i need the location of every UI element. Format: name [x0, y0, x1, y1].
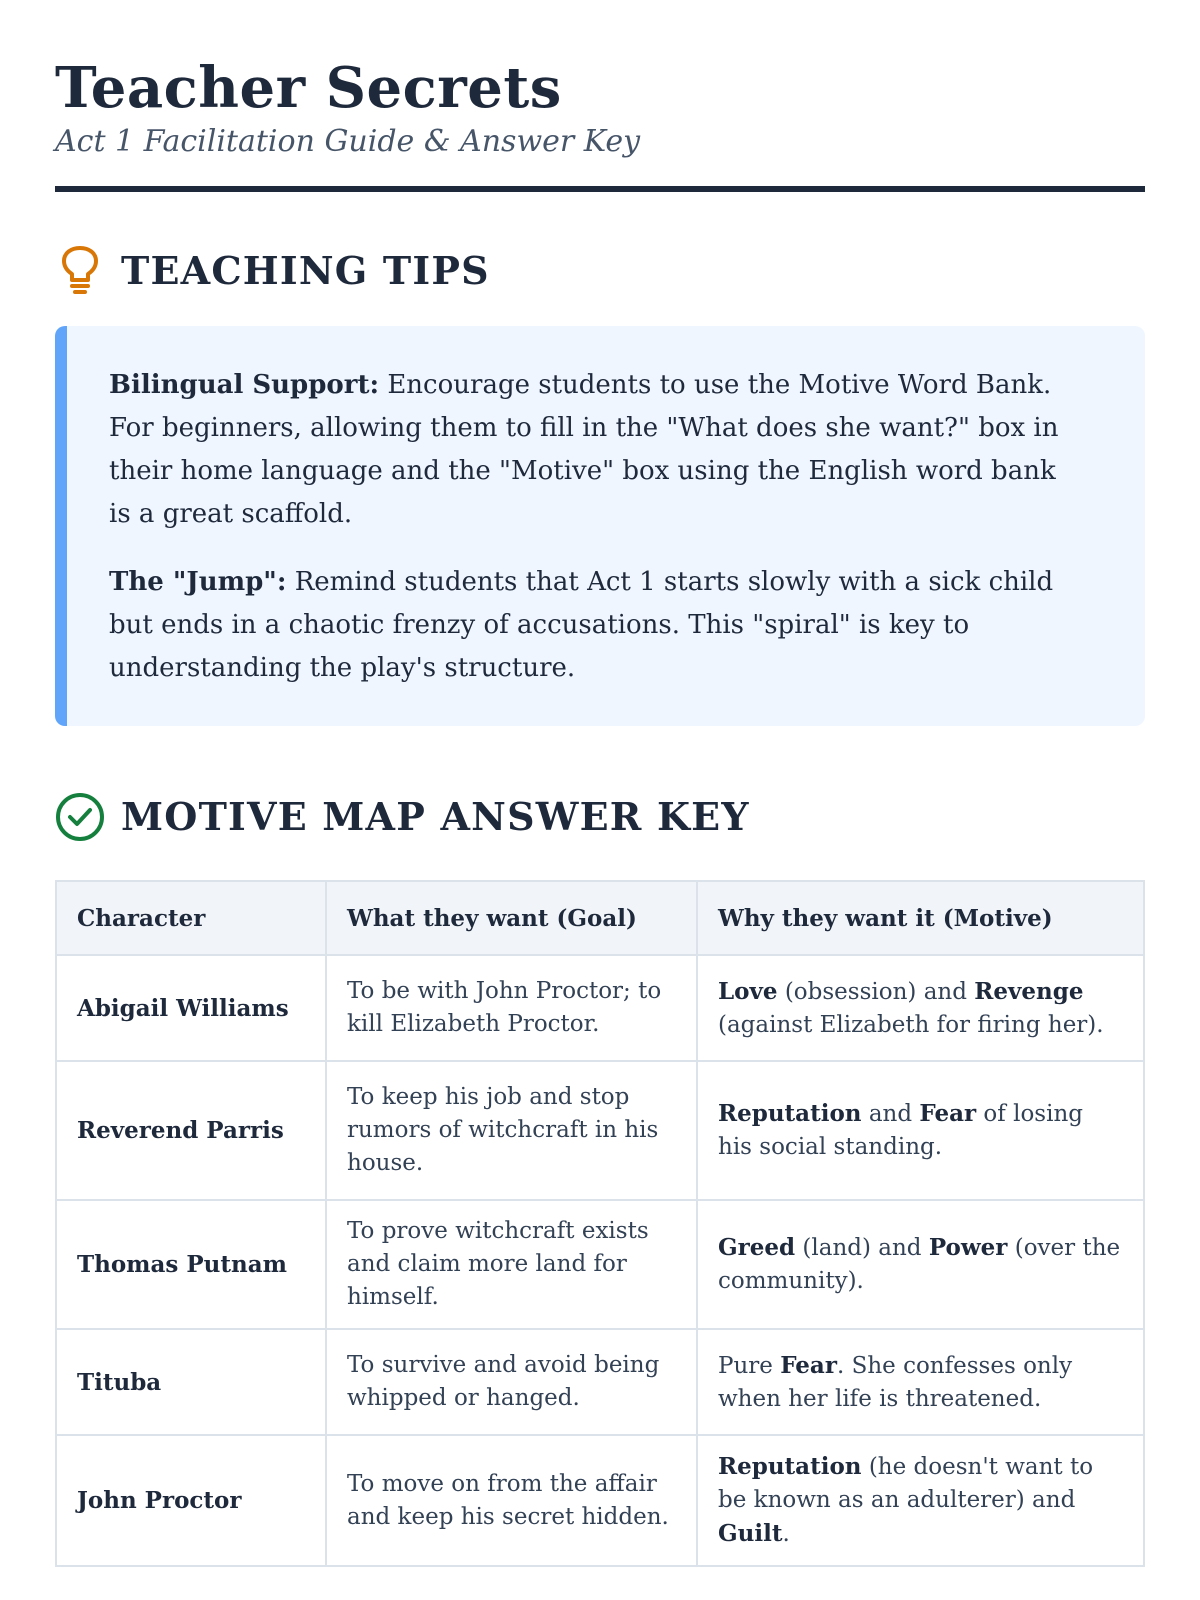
table-row: [56, 1200, 1144, 1329]
answer-key-title: MOTIVE MAP ANSWER KEY: [121, 794, 750, 839]
goal-cell: To prove witchcraft exists and claim more land for himself.: [326, 1200, 697, 1329]
motive-text: (over the community).: [718, 1235, 1121, 1294]
motive-map-table: [55, 880, 1145, 1567]
tip-label: Bilingual Support:: [109, 370, 380, 400]
motive-text: of losing his social standing.: [718, 1101, 1084, 1160]
motive-keyword: Greed: [718, 1234, 796, 1261]
motive-keyword: Reputation: [718, 1100, 862, 1127]
character-cell: Abigail Williams: [56, 955, 326, 1061]
character-cell: Tituba: [56, 1329, 326, 1435]
motive-text: and: [861, 1101, 920, 1127]
column-header-goal: What they want (Goal): [326, 881, 697, 955]
motive-keyword: Revenge: [974, 977, 1084, 1005]
motive-cell: [697, 1329, 1144, 1435]
tip-text: Encourage students to use the Motive Word Bank. For beginners, allowing them to fill in the "What does she want?" box in their home language and the "Motive" box using the English word bank is a great scaffold.: [109, 370, 1059, 529]
page-title: Teacher Secrets: [55, 55, 562, 121]
motive-cell: [697, 1061, 1144, 1200]
lightbulb-icon: [55, 246, 105, 296]
document-header: [55, 56, 1145, 192]
motive-cell: [697, 955, 1144, 1061]
character-cell: Thomas Putnam: [56, 1200, 326, 1329]
answer-key-heading: [55, 790, 1145, 844]
table-header-row: [56, 881, 1144, 955]
table-row: [56, 1061, 1144, 1200]
goal-cell: To be with John Proctor; to kill Elizabeth Proctor.: [326, 955, 697, 1061]
motive-text: (he doesn't want to be known as an adulterer) and: [718, 1454, 1094, 1513]
motive-text: Pure: [718, 1352, 781, 1379]
goal-cell: To survive and avoid being whipped or hanged.: [326, 1329, 697, 1435]
table-row: [56, 1329, 1144, 1435]
tip-label: The "Jump":: [109, 567, 287, 597]
check-circle-icon: [55, 792, 105, 842]
motive-cell: [697, 1435, 1144, 1566]
page-subtitle: Act 1 Facilitation Guide & Answer Key: [55, 124, 641, 159]
column-header-motive: Why they want it (Motive): [697, 881, 1144, 955]
motive-keyword: Love: [718, 977, 778, 1005]
motive-text: (land) and: [795, 1235, 929, 1261]
tip-bilingual-support: [109, 364, 1085, 536]
teaching-tips-title: TEACHING TIPS: [121, 248, 490, 293]
goal-cell: To keep his job and stop rumors of witchcraft in his house.: [326, 1061, 697, 1200]
motive-keyword: Fear: [919, 1100, 977, 1127]
motive-keyword: Reputation: [718, 1453, 862, 1480]
motive-text: . She confesses only when her life is threatened.: [718, 1352, 1073, 1412]
motive-keyword: Power: [928, 1234, 1008, 1261]
teaching-tips-callout: [55, 326, 1145, 726]
motive-keyword: Fear: [780, 1351, 837, 1379]
character-cell: John Proctor: [56, 1435, 326, 1566]
motive-keyword: Guilt: [718, 1520, 783, 1547]
teaching-tips-heading: [55, 244, 1145, 298]
motive-text: .: [782, 1521, 790, 1547]
tip-text: Remind students that Act 1 starts slowly with a sick child but ends in a chaotic frenzy of accusations. This "spiral" is key to understanding the play's structure.: [109, 567, 1054, 683]
motive-cell: [697, 1200, 1144, 1329]
table-row: [56, 955, 1144, 1061]
table-row: [56, 1435, 1144, 1566]
column-header-character: Character: [56, 881, 326, 955]
character-cell: Reverend Parris: [56, 1061, 326, 1200]
motive-text: (obsession) and: [777, 978, 975, 1005]
motive-text: (against Elizabeth for firing her).: [718, 1011, 1104, 1038]
tip-the-jump: [109, 561, 1085, 690]
goal-cell: To move on from the affair and keep his secret hidden.: [326, 1435, 697, 1566]
